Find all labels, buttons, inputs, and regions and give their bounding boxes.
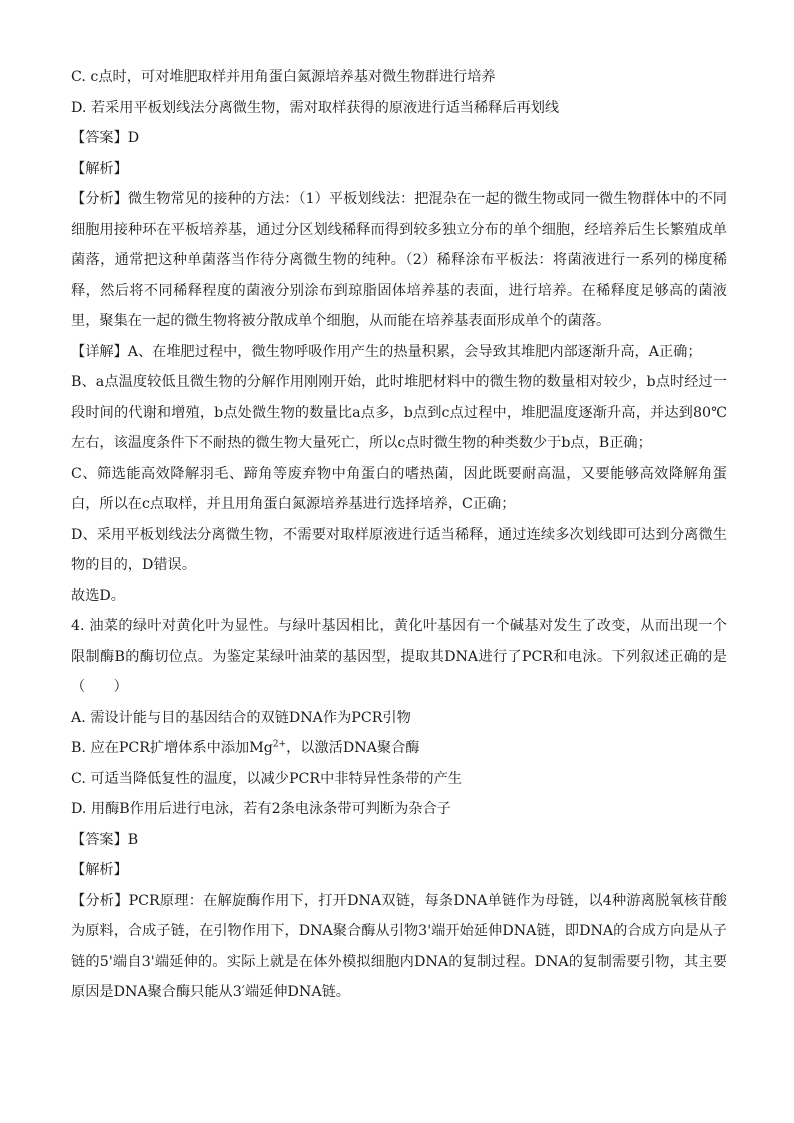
detail-d-prev: D、采用平板划线法分离微生物，不需要对取样原液进行适当稀释，通过连续多次划线即可达到分离微生物的目的，D错误。 <box>71 526 727 573</box>
option-d-prev: D. 若采用平板划线法分离微生物，需对取样获得的原液进行适当稀释后再划线 <box>71 99 560 116</box>
option-c-prev: C. c点时，可对堆肥取样并用角蛋白氮源培养基对微生物群进行培养 <box>71 69 496 85</box>
question-4-stem: 4. 油菜的绿叶对黄化叶为显性。与绿叶基因相比，黄化叶基因有一个碱基对发生了改变，从而出现一个限制酶B的酶切位点。为鉴定某绿叶油菜的基因型，提取其DNA进行了PCR和电泳。下列叙述正确的是（ ） <box>71 618 727 695</box>
option-b-post: ，以激活DNA聚合酶 <box>286 740 420 756</box>
detail-b-prev: B、a点温度较低且微生物的分解作用刚刚开始，此时堆肥材料中的微生物的数量相对较少，b点时经过一段时间的代谢和增殖，b点处微生物的数量比a点多，b点到c点过程中，堆肥温度逐渐升高，并达到80℃左右，该温度条件下不耐热的微生物大量死亡，所以c点时微生物的种类数少于b点，B正确； <box>71 374 727 451</box>
detail-a-prev: 【详解】A、在堆肥过程中，微生物呼吸作用产生的热量积累，会导致其堆肥内部逐渐升高，A正确； <box>71 343 702 360</box>
detail-c-prev: C、筛选能高效降解羽毛、蹄角等废弃物中角蛋白的嗜热菌，因此既要耐高温，又要能够高效降解角蛋白，所以在c点取样，并且用角蛋白氮源培养基进行选择培养，C正确； <box>71 465 727 512</box>
question-4-option-b <box>71 733 727 764</box>
document-page <box>71 62 727 1008</box>
analysis-label-q4: 【解析】 <box>71 862 128 878</box>
question-4-option-a: A. 需设计能与目的基因结合的双链DNA作为PCR引物 <box>71 709 411 726</box>
analysis-fenxi-prev: 【分析】微生物常见的接种的方法：（1）平板划线法：把混杂在一起的微生物或同一微生物群体中的不同细胞用接种环在平板培养基，通过分区划线稀释而得到较多独立分布的单个细胞，经培养后生长繁殖成单菌落，通常把这种单菌落当作待分离微生物的纯种。（2）稀释涂布平板法：将菌液进行一系列的梯度稀释，然后将不同稀释程度的菌液分别涂布到琼脂固体培养基的表面，进行培养。在稀释度足够高的菌液里，聚集在一起的微生物将被分散成单个细胞，从而能在培养基表面形成单个的菌落。 <box>71 191 727 329</box>
conclusion-prev: 故选D。 <box>71 587 125 604</box>
mg-charge: 2+ <box>272 739 287 750</box>
analysis-fenxi-q4: 【分析】PCR原理：在解旋酶作用下，打开DNA双链，每条DNA单链作为母链，以4种游离脱氧核苷酸为原料，合成子链，在引物作用下，DNA聚合酶从引物3'端开始延伸DNA链，即DNA的合成方向是从子链的5'端自3'端延伸的。实际上就是在体外模拟细胞内DNA的复制过程。DNA的复制需要引物，其主要原因是DNA聚合酶只能从3′端延伸DNA链。 <box>71 892 727 1000</box>
option-b-pre: B. 应在PCR扩增体系中添加Mg <box>71 740 273 756</box>
answer-prev: 【答案】D <box>71 130 140 146</box>
analysis-label-prev: 【解析】 <box>71 160 128 177</box>
question-4-option-c: C. 可适当降低复性的温度，以减少PCR中非特异性条带的产生 <box>71 770 462 787</box>
question-4-option-d: D. 用酶B作用后进行电泳，若有2条电泳条带可判断为杂合子 <box>71 801 451 817</box>
answer-q4: 【答案】B <box>71 831 139 848</box>
